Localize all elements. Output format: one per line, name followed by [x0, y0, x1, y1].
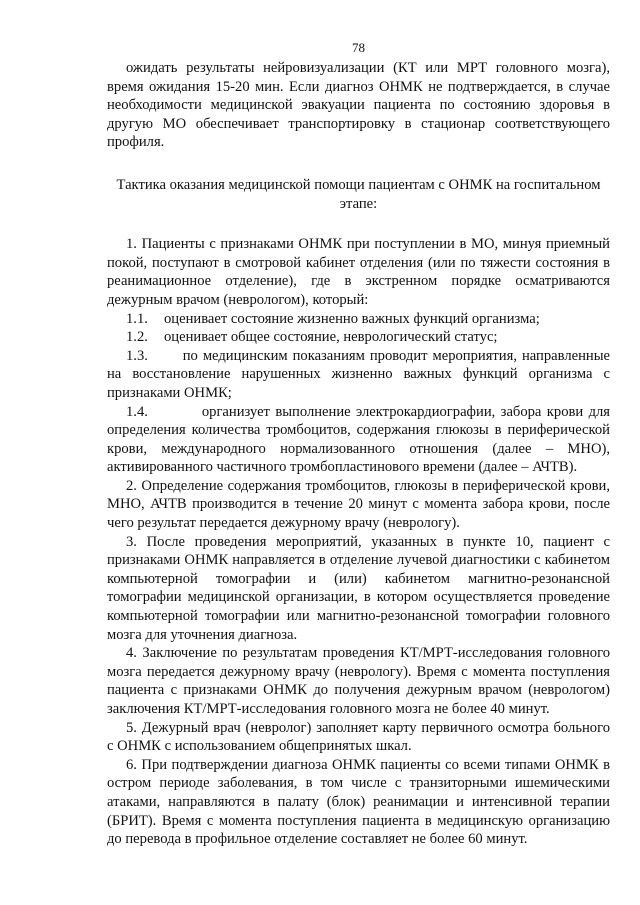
sub-item-1-1 — [107, 310, 610, 329]
page-number: 78 — [352, 40, 365, 55]
intro-paragraph: ожидать результаты нейровизуализации (КТ или МРТ головного мозга), время ожидания 15-20 мин. Если диагноз ОНМК не подтверждается, в случае необходимости медицинской эвакуации пациента по состоянию здоровья в другую МО обеспечивает транспортировку в стационар соответствующего профиля. — [107, 60, 610, 151]
sub-item-1-2 — [107, 328, 610, 347]
sub-item-number: 1.4. — [126, 403, 148, 420]
sub-item-text: организует выполнение электрокардиографии, забора крови для определения количества тромбоцитов, содержания глюкозы в периферической крови, международного нормализованного отношения (далее – МНО), активированного частичного тромбопластинового времени (далее – АЧТВ). — [107, 403, 611, 476]
document-page — [107, 40, 610, 849]
sub-item-1-3 — [107, 347, 610, 403]
list-item-2: 2. Определение содержания тромбоцитов, глюкозы в периферической крови, МНО, АЧТВ производится в течение 20 минут с момента забора крови, после чего результат передается дежурному врачу (неврологу). — [107, 477, 610, 532]
sub-item-number: 1.3. — [126, 347, 148, 364]
sub-item-number: 1.2. — [126, 329, 148, 346]
sub-item-number: 1.1. — [126, 310, 148, 327]
sub-item-1-4 — [107, 403, 610, 477]
sub-item-text: по медицинским показаниям проводит мероприятия, направленные на восстановление нарушенных жизненно важных функций организма с признаками ОНМК; — [107, 347, 610, 401]
list-item-4: 4. Заключение по результатам проведения КТ/МРТ-исследования головного мозга передается дежурному врачу (неврологу). Время с момента поступления пациента с признаками ОНМК до получения дежурным врачом (неврологом) заключения КТ/МРТ-исследования головного мозга не более 40 минут. — [107, 645, 610, 717]
list-item-5: 5. Дежурный врач (невролог) заполняет карту первичного осмотра больного с ОНМК с использованием общепринятых шкал. — [107, 719, 610, 755]
section-heading: Тактика оказания медицинской помощи пациентам с ОНМК на госпитальном этапе: — [116, 176, 601, 212]
sub-item-text: оценивает состояние жизненно важных функций организма; — [164, 310, 540, 327]
sub-item-text: оценивает общее состояние, неврологический статус; — [164, 329, 498, 346]
list-item-6: 6. При подтверждении диагноза ОНМК пациенты со всеми типами ОНМК в остром периоде заболевания, в том числе с транзиторными ишемическими атаками, направляются в палату (блок) реанимации и интенсивной терапии (БРИТ). Время с момента поступления пациента в медицинскую организацию до перевода в профильное отделение составляет не более 60 минут. — [107, 756, 610, 848]
list-item-3: 3. После проведения мероприятий, указанных в пункте 10, пациент с признаками ОНМК направляется в отделение лучевой диагностики с кабинетом компьютерной томографии и (или) кабинетом магнитно-резонансной томографии медицинской организации, в котором осуществляется проведение компьютерной томографии или магнитно-резонансной томографии головного мозга для уточнения диагноза. — [107, 533, 610, 643]
list-item-1: 1. Пациенты с признаками ОНМК при поступлении в МО, минуя приемный покой, поступают в смотровой кабинет отделения (или по тяжести состояния в реанимационное отделение), где в экстренном порядке осматриваются дежурным врачом (неврологом), который: — [107, 236, 610, 308]
